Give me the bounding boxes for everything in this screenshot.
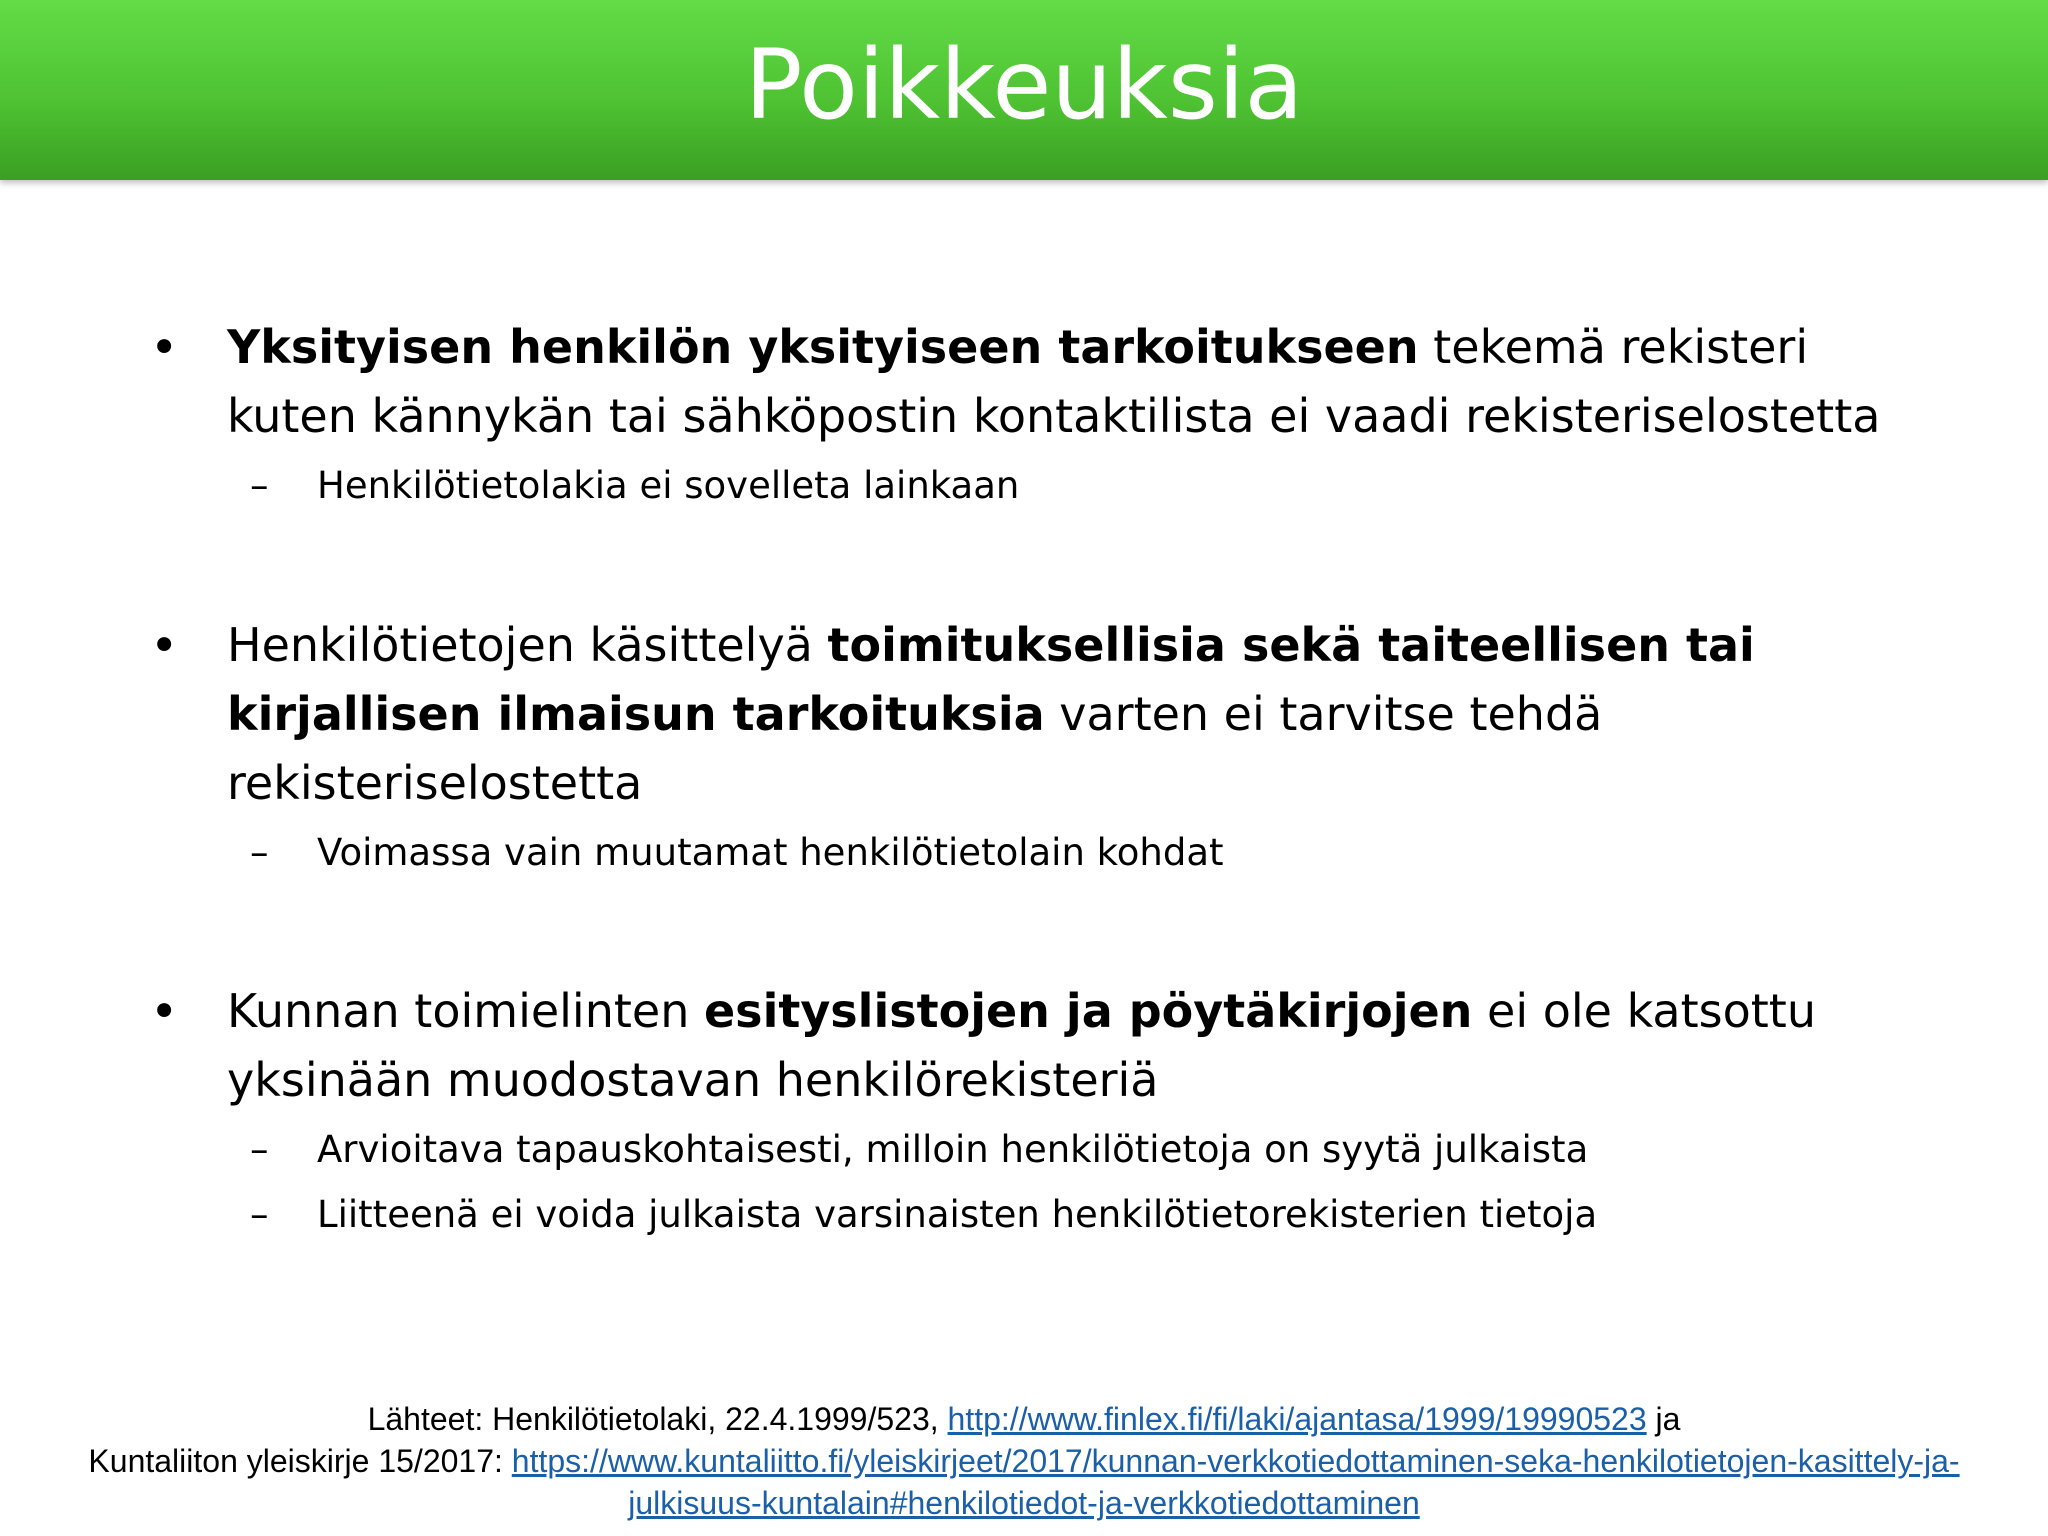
sources-prefix: Lähteet: Henkilötietolaki, 22.4.1999/523, [367,1401,948,1437]
sources-line-2 [20,1440,2028,1482]
sub-bullet-text: Voimassa vain muutamat henkilötietolain kohdat [317,831,1224,874]
bullet-body: ei ole katsottu yksinään muodostavan henkilörekisteriä [227,984,1816,1107]
sources-line-1 [20,1398,2028,1440]
bullet-body: varten ei tarvitse tehdä rekisteriselostetta [227,687,1603,810]
bullet-emphasis: Yksityisen henkilön yksityiseen tarkoitukseen [227,320,1419,374]
bullet-text [227,313,1907,451]
sub-bullet-text: Henkilötietolakia ei sovelleta lainkaan [317,464,1020,507]
bullet-emphasis: esityslistojen ja pöytäkirjojen [703,984,1473,1038]
bullet-text [227,977,1907,1115]
title-bar [0,0,2048,180]
sub-bullet-text: Liitteenä ei voida julkaista varsinaisten henkilötietorekisterien tietoja [317,1193,1598,1236]
bullet-body-start: Kunnan toimielinten [227,984,704,1038]
finlex-link[interactable]: http://www.finlex.fi/fi/laki/ajantasa/1999/19990523 [947,1401,1647,1437]
bullet-body: tekemä rekisteri kuten kännykän tai sähköpostin kontaktilista ei vaadi rekisteriselostetta [227,320,1881,443]
bullet-emphasis: toimituksellisia sekä taiteellisen tai kirjallisen ilmaisun tarkoituksia [227,618,1755,741]
sub-bullet-text: Arvioitava tapauskohtaisesti, milloin henkilötietoja on syytä julkaista [317,1128,1589,1171]
bullet-text [227,611,1907,818]
sources-conjunction: ja [1646,1401,1681,1437]
sub-bullet-marker: – [250,1128,269,1171]
sub-bullet-marker: – [250,464,269,507]
kuntaliitto-link-continued[interactable]: julkisuus-kuntalain#henkilotiedot-ja-verkkotiedottaminen [628,1485,1420,1521]
bullet-marker: • [150,320,179,376]
kuntaliitto-link[interactable]: https://www.kuntaliitto.fi/yleiskirjeet/2017/kunnan-verkkotiedottaminen-seka-henkilotietojen-kasittely-ja- [511,1443,1960,1479]
sub-bullet-marker: – [250,1193,269,1236]
bullet-marker: • [150,984,179,1040]
bullet-marker: • [150,618,179,674]
sources-prefix-2: Kuntaliiton yleiskirje 15/2017: [88,1443,512,1479]
slide-title: Poikkeuksia [744,29,1304,141]
sources-line-3 [20,1482,2028,1524]
bullet-body-start: Henkilötietojen käsittelyä [227,618,828,672]
sub-bullet-marker: – [250,831,269,874]
sources-footer [20,1398,2028,1524]
